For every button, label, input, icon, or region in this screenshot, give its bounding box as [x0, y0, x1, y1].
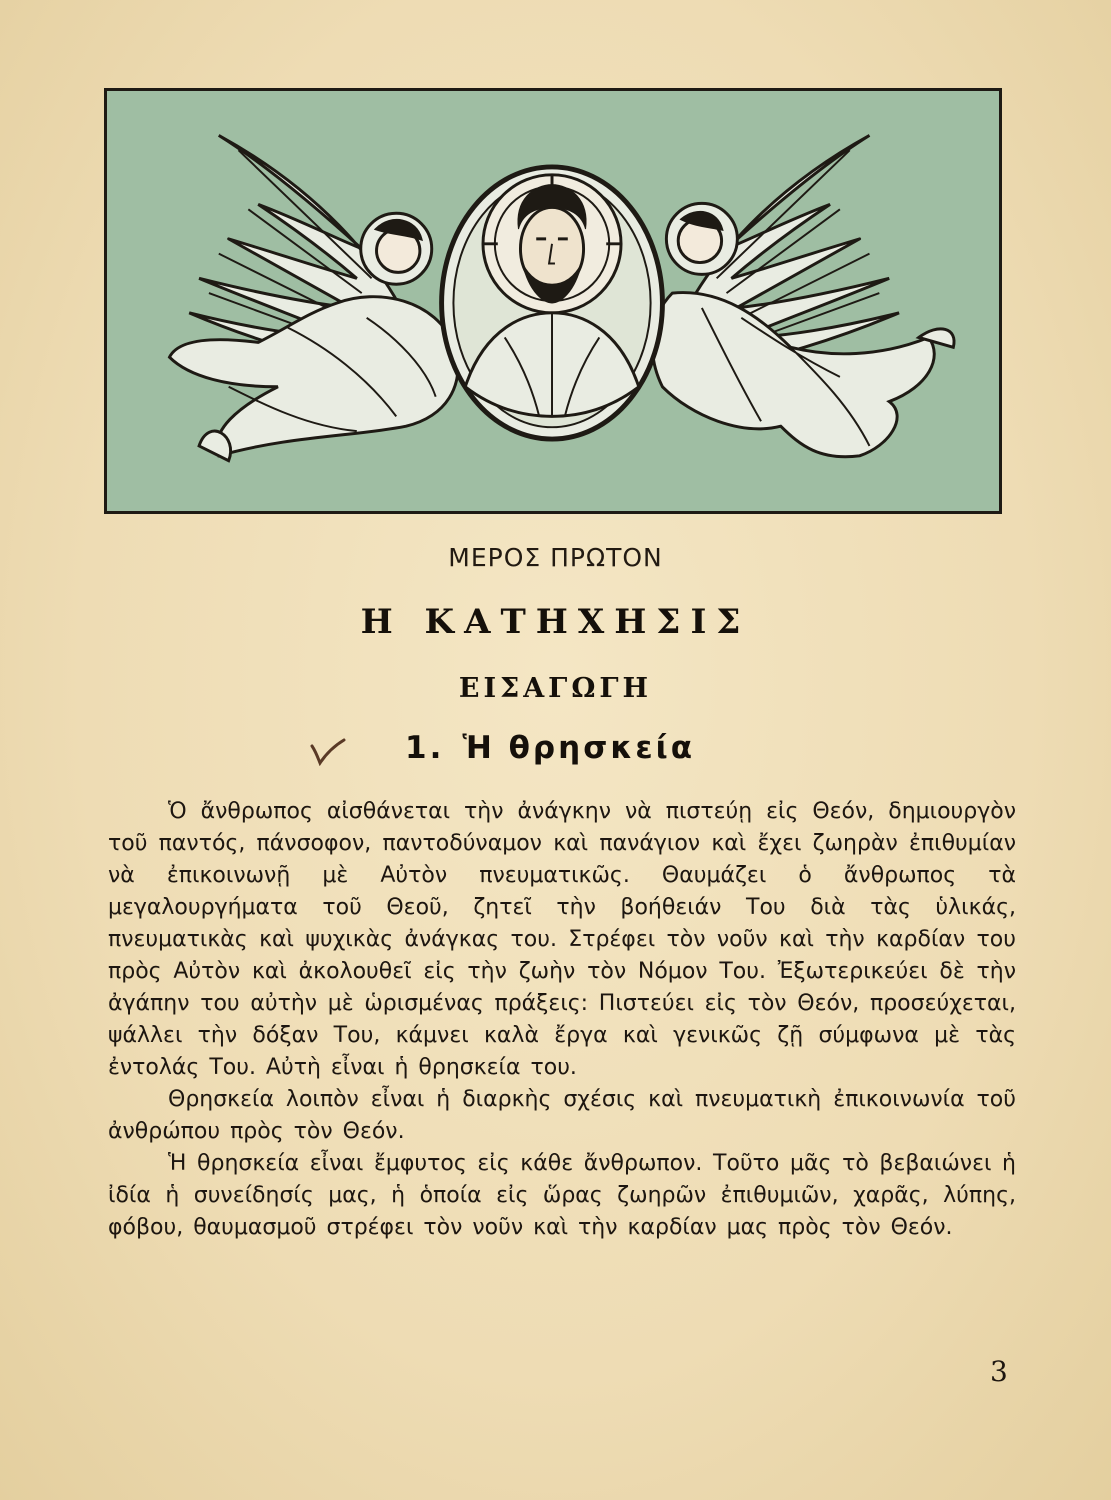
christ-angels-drawing [107, 91, 999, 511]
paragraph: Ἡ θρησκεία εἶναι ἔμφυτος εἰς κάθε ἄνθρωπον. Τοῦτο μᾶς τὸ βεβαιώνει ἡ ἰδία ἡ συνείδησίς μας, ἡ ὁποία εἰς ὥρας ζωηρῶν ἐπιθυμιῶν, χαρᾶς, λύπης, φόβου, θαυμασμοῦ στρέφει τὸν νοῦν καὶ τὴν καρδίαν μας πρὸς τὸν Θεόν. [108, 1151, 1016, 1240]
body-text [108, 796, 1016, 1244]
introduction-heading: ΕΙΣΑΓΩΓΗ [458, 673, 653, 704]
header-illustration [104, 88, 1002, 514]
section-title-text: Ἡ θρησκεία [462, 730, 695, 766]
part-heading: ΜΕΡΟΣ ΠΡΩΤΟΝ [448, 543, 663, 572]
page-number: 3 [990, 1355, 1008, 1388]
section-heading [405, 730, 695, 766]
paragraph: Ὁ ἄνθρωπος αἰσθάνεται τὴν ἀνάγκην νὰ πιστεύῃ εἰς Θεόν, δημιουργὸν τοῦ παντός, πάνσοφον, παντοδύναμον καὶ πανάγιον καὶ ἔχει ζωηρὰν ἐπιθυμίαν νὰ ἐπικοινωνῇ μὲ Αὐτὸν πνευματικῶς. Θαυμάζει ὁ ἄνθρωπος τὰ μεγαλουργήματα τοῦ Θεοῦ, ζητεῖ τὴν βοήθειάν Του διὰ τὰς ὑλικάς, πνευματικὰς καὶ ψυχικὰς ἀνάγκας του. Στρέφει τὸν νοῦν καὶ τὴν καρδίαν του πρὸς Αὐτὸν καὶ ἀκολουθεῖ εἰς τὴν ζωὴν τὸν Νόμον Του. Ἐξωτερικεύει δὲ τὴν ἀγάπην του αὐτὴν μὲ ὡρισμένας πράξεις: Πιστεύει εἰς τὸν Θεόν, προσεύχεται, ψάλλει τὴν δόξαν Του, κάμνει καλὰ ἔργα καὶ γενικῶς ζῇ σύμφωνα μὲ τὰς ἐντολάς Του. Αὐτὴ εἶναι ἡ θρησκεία του. [108, 799, 1016, 1080]
chapter-title: Η ΚΑΤΗΧΗΣΙΣ [360, 602, 751, 642]
christ-medallion-icon [442, 167, 663, 439]
handwritten-checkmark-icon [308, 736, 348, 766]
paragraph: Θρησκεία λοιπὸν εἶναι ἡ διαρκὴς σχέσις καὶ πνευματικὴ ἐπικοινωνία τοῦ ἀνθρώπου πρὸς τὸν Θεόν. [108, 1087, 1016, 1144]
section-number: 1. [405, 730, 445, 766]
